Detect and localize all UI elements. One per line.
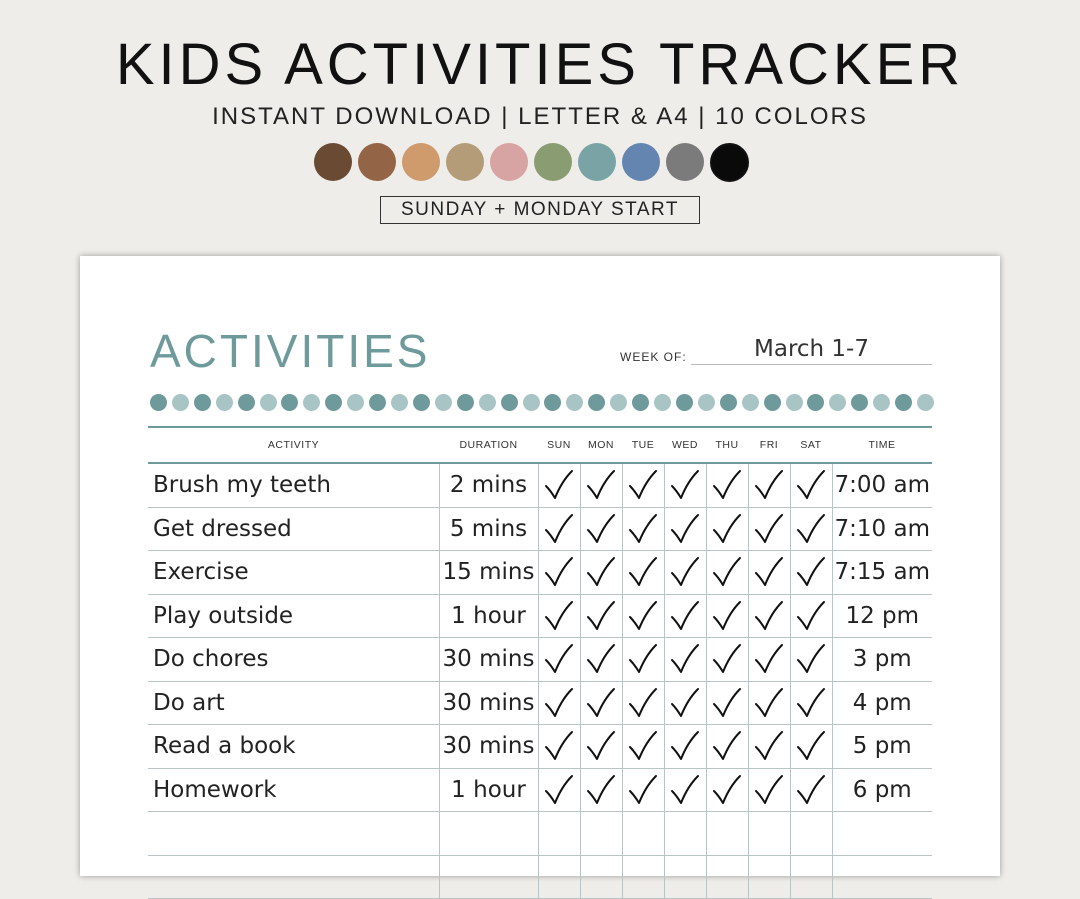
checkmark-icon	[712, 469, 742, 501]
duration-cell: 1 hour	[439, 594, 538, 638]
divider-dot	[303, 394, 320, 411]
day-check-cell	[580, 638, 622, 682]
divider-dot	[523, 394, 540, 411]
time-cell: 7:15 am	[832, 551, 932, 595]
time-cell: 7:00 am	[832, 463, 932, 507]
day-check-cell	[706, 551, 748, 595]
day-check-cell	[790, 725, 832, 769]
column-header-wed: WED	[664, 427, 706, 463]
checkmark-icon	[754, 687, 784, 719]
day-check-cell	[706, 725, 748, 769]
day-check-cell	[664, 638, 706, 682]
checkmark-icon	[670, 643, 700, 675]
day-check-cell	[580, 507, 622, 551]
divider-dot	[895, 394, 912, 411]
color-swatch	[314, 143, 352, 181]
dot-divider	[150, 394, 934, 412]
activity-cell: Homework	[148, 768, 439, 812]
week-of-underline	[691, 364, 932, 365]
day-check-cell	[748, 768, 790, 812]
column-header-activity: ACTIVITY	[148, 427, 439, 463]
day-check-cell	[580, 681, 622, 725]
time-cell: 5 pm	[832, 725, 932, 769]
checkmark-icon	[796, 687, 826, 719]
color-swatches	[314, 143, 768, 183]
checkmark-icon	[670, 513, 700, 545]
divider-dot	[391, 394, 408, 411]
day-check-cell	[538, 681, 580, 725]
checkmark-icon	[712, 730, 742, 762]
checkmark-icon	[544, 687, 574, 719]
day-check-cell	[706, 638, 748, 682]
checkmark-icon	[544, 469, 574, 501]
checkmark-icon	[586, 730, 616, 762]
day-check-cell	[622, 551, 664, 595]
duration-cell: 30 mins	[439, 725, 538, 769]
checkmark-icon	[754, 600, 784, 632]
checkmark-icon	[628, 556, 658, 588]
divider-dot	[457, 394, 474, 411]
checkmark-icon	[586, 556, 616, 588]
checkmark-icon	[670, 469, 700, 501]
sheet-heading: ACTIVITIES	[150, 325, 431, 377]
divider-dot	[281, 394, 298, 411]
day-check-cell	[538, 507, 580, 551]
divider-dot	[742, 394, 759, 411]
divider-dot	[676, 394, 693, 411]
day-check-cell	[664, 463, 706, 507]
table-row	[148, 507, 932, 551]
day-check-cell	[748, 507, 790, 551]
table-row	[148, 551, 932, 595]
checkmark-icon	[544, 774, 574, 806]
time-cell: 4 pm	[832, 681, 932, 725]
day-check-cell	[622, 855, 664, 899]
day-check-cell	[622, 812, 664, 856]
start-option-badge: SUNDAY + MONDAY START	[380, 196, 700, 224]
divider-dot	[588, 394, 605, 411]
checkmark-icon	[796, 513, 826, 545]
divider-dot	[851, 394, 868, 411]
color-swatch	[490, 143, 528, 181]
day-check-cell	[706, 855, 748, 899]
day-check-cell	[790, 855, 832, 899]
checkmark-icon	[712, 600, 742, 632]
divider-dot	[479, 394, 496, 411]
checkmark-icon	[628, 469, 658, 501]
day-check-cell	[538, 638, 580, 682]
table-row	[148, 725, 932, 769]
checkmark-icon	[796, 556, 826, 588]
table-header	[148, 427, 932, 463]
duration-cell: 30 mins	[439, 638, 538, 682]
divider-dot	[807, 394, 824, 411]
column-header-mon: MON	[580, 427, 622, 463]
day-check-cell	[622, 681, 664, 725]
checkmark-icon	[586, 513, 616, 545]
divider-dot	[544, 394, 561, 411]
day-check-cell	[622, 507, 664, 551]
divider-dot	[720, 394, 737, 411]
checkmark-icon	[754, 774, 784, 806]
activity-cell: Brush my teeth	[148, 463, 439, 507]
day-check-cell	[664, 551, 706, 595]
checkmark-icon	[754, 469, 784, 501]
checkmark-icon	[712, 643, 742, 675]
checkmark-icon	[754, 730, 784, 762]
day-check-cell	[664, 507, 706, 551]
divider-dot	[369, 394, 386, 411]
color-swatch	[578, 143, 616, 181]
divider-dot	[347, 394, 364, 411]
checkmark-icon	[712, 556, 742, 588]
day-check-cell	[622, 768, 664, 812]
checkmark-icon	[544, 600, 574, 632]
checkmark-icon	[628, 687, 658, 719]
day-check-cell	[580, 594, 622, 638]
divider-dot	[566, 394, 583, 411]
divider-dot	[194, 394, 211, 411]
color-swatch	[534, 143, 572, 181]
day-check-cell	[580, 551, 622, 595]
checkmark-icon	[586, 469, 616, 501]
divider-dot	[172, 394, 189, 411]
color-swatch	[622, 143, 660, 181]
day-check-cell	[706, 681, 748, 725]
day-check-cell	[706, 507, 748, 551]
column-header-time: TIME	[832, 427, 932, 463]
checkmark-icon	[670, 774, 700, 806]
divider-dot	[917, 394, 934, 411]
table-row	[148, 594, 932, 638]
day-check-cell	[706, 463, 748, 507]
checkmark-icon	[628, 730, 658, 762]
day-check-cell	[790, 681, 832, 725]
duration-cell: 5 mins	[439, 507, 538, 551]
table-row	[148, 855, 932, 899]
checkmark-icon	[670, 600, 700, 632]
checkmark-icon	[628, 774, 658, 806]
day-check-cell	[790, 463, 832, 507]
day-check-cell	[748, 681, 790, 725]
checkmark-icon	[712, 687, 742, 719]
table-row	[148, 681, 932, 725]
divider-dot	[325, 394, 342, 411]
checkmark-icon	[796, 774, 826, 806]
day-check-cell	[790, 551, 832, 595]
table-row	[148, 638, 932, 682]
day-check-cell	[664, 725, 706, 769]
checkmark-icon	[670, 556, 700, 588]
checkmark-icon	[586, 774, 616, 806]
checkmark-icon	[712, 513, 742, 545]
product-title: KIDS ACTIVITIES TRACKER	[115, 32, 965, 97]
divider-dot	[632, 394, 649, 411]
day-check-cell	[748, 855, 790, 899]
column-header-thu: THU	[706, 427, 748, 463]
day-check-cell	[580, 463, 622, 507]
divider-dot	[435, 394, 452, 411]
divider-dot	[873, 394, 890, 411]
color-swatch	[710, 143, 749, 182]
color-swatch	[666, 143, 704, 181]
day-check-cell	[538, 855, 580, 899]
activity-table	[148, 426, 932, 899]
divider-dot	[413, 394, 430, 411]
day-check-cell	[748, 812, 790, 856]
checkmark-icon	[754, 513, 784, 545]
checkmark-icon	[670, 687, 700, 719]
checkmark-icon	[586, 643, 616, 675]
day-check-cell	[664, 768, 706, 812]
day-check-cell	[538, 594, 580, 638]
divider-dot	[654, 394, 671, 411]
table-row	[148, 812, 932, 856]
activity-cell: Exercise	[148, 551, 439, 595]
activity-cell	[148, 855, 439, 899]
duration-cell: 15 mins	[439, 551, 538, 595]
divider-dot	[238, 394, 255, 411]
time-cell: 7:10 am	[832, 507, 932, 551]
checkmark-icon	[754, 643, 784, 675]
divider-dot	[260, 394, 277, 411]
tracker-sheet	[80, 256, 1000, 876]
checkmark-icon	[544, 730, 574, 762]
day-check-cell	[748, 638, 790, 682]
checkmark-icon	[754, 556, 784, 588]
column-header-sat: SAT	[790, 427, 832, 463]
day-check-cell	[580, 768, 622, 812]
day-check-cell	[748, 463, 790, 507]
day-check-cell	[538, 768, 580, 812]
day-check-cell	[622, 725, 664, 769]
checkmark-icon	[796, 730, 826, 762]
day-check-cell	[790, 812, 832, 856]
activity-cell: Get dressed	[148, 507, 439, 551]
activity-cell: Read a book	[148, 725, 439, 769]
day-check-cell	[538, 725, 580, 769]
activity-cell: Play outside	[148, 594, 439, 638]
divider-dot	[150, 394, 167, 411]
color-swatch	[402, 143, 440, 181]
table-row	[148, 463, 932, 507]
day-check-cell	[790, 594, 832, 638]
time-cell	[832, 812, 932, 856]
day-check-cell	[622, 594, 664, 638]
day-check-cell	[538, 463, 580, 507]
column-header-duration: DURATION	[439, 427, 538, 463]
day-check-cell	[664, 855, 706, 899]
checkmark-icon	[628, 600, 658, 632]
day-check-cell	[748, 594, 790, 638]
day-check-cell	[622, 638, 664, 682]
time-cell	[832, 855, 932, 899]
duration-cell	[439, 812, 538, 856]
day-check-cell	[790, 507, 832, 551]
day-check-cell	[664, 812, 706, 856]
day-check-cell	[538, 812, 580, 856]
time-cell: 3 pm	[832, 638, 932, 682]
color-swatch	[446, 143, 484, 181]
day-check-cell	[538, 551, 580, 595]
activity-cell: Do chores	[148, 638, 439, 682]
week-of-value: March 1-7	[754, 336, 869, 362]
checkmark-icon	[712, 774, 742, 806]
day-check-cell	[580, 855, 622, 899]
checkmark-icon	[796, 643, 826, 675]
header-row	[148, 427, 932, 463]
divider-dot	[216, 394, 233, 411]
duration-cell: 2 mins	[439, 463, 538, 507]
divider-dot	[610, 394, 627, 411]
checkmark-icon	[628, 643, 658, 675]
duration-cell	[439, 855, 538, 899]
checkmark-icon	[544, 556, 574, 588]
day-check-cell	[580, 725, 622, 769]
column-header-fri: FRI	[748, 427, 790, 463]
day-check-cell	[706, 594, 748, 638]
table-body	[148, 463, 932, 899]
checkmark-icon	[586, 600, 616, 632]
divider-dot	[786, 394, 803, 411]
week-of-label: WEEK OF:	[620, 350, 687, 364]
divider-dot	[501, 394, 518, 411]
checkmark-icon	[544, 513, 574, 545]
day-check-cell	[790, 638, 832, 682]
checkmark-icon	[628, 513, 658, 545]
day-check-cell	[790, 768, 832, 812]
activity-table-wrap	[148, 426, 932, 899]
day-check-cell	[706, 768, 748, 812]
day-check-cell	[580, 812, 622, 856]
divider-dot	[764, 394, 781, 411]
duration-cell: 1 hour	[439, 768, 538, 812]
activity-cell: Do art	[148, 681, 439, 725]
day-check-cell	[706, 812, 748, 856]
product-subtitle: INSTANT DOWNLOAD | LETTER & A4 | 10 COLORS	[212, 103, 868, 130]
day-check-cell	[664, 681, 706, 725]
checkmark-icon	[796, 600, 826, 632]
checkmark-icon	[544, 643, 574, 675]
divider-dot	[698, 394, 715, 411]
time-cell: 6 pm	[832, 768, 932, 812]
day-check-cell	[664, 594, 706, 638]
time-cell: 12 pm	[832, 594, 932, 638]
color-swatch	[358, 143, 396, 181]
day-check-cell	[748, 725, 790, 769]
column-header-sun: SUN	[538, 427, 580, 463]
checkmark-icon	[586, 687, 616, 719]
day-check-cell	[622, 463, 664, 507]
day-check-cell	[748, 551, 790, 595]
checkmark-icon	[670, 730, 700, 762]
table-row	[148, 768, 932, 812]
column-header-tue: TUE	[622, 427, 664, 463]
divider-dot	[829, 394, 846, 411]
checkmark-icon	[796, 469, 826, 501]
activity-cell	[148, 812, 439, 856]
duration-cell: 30 mins	[439, 681, 538, 725]
